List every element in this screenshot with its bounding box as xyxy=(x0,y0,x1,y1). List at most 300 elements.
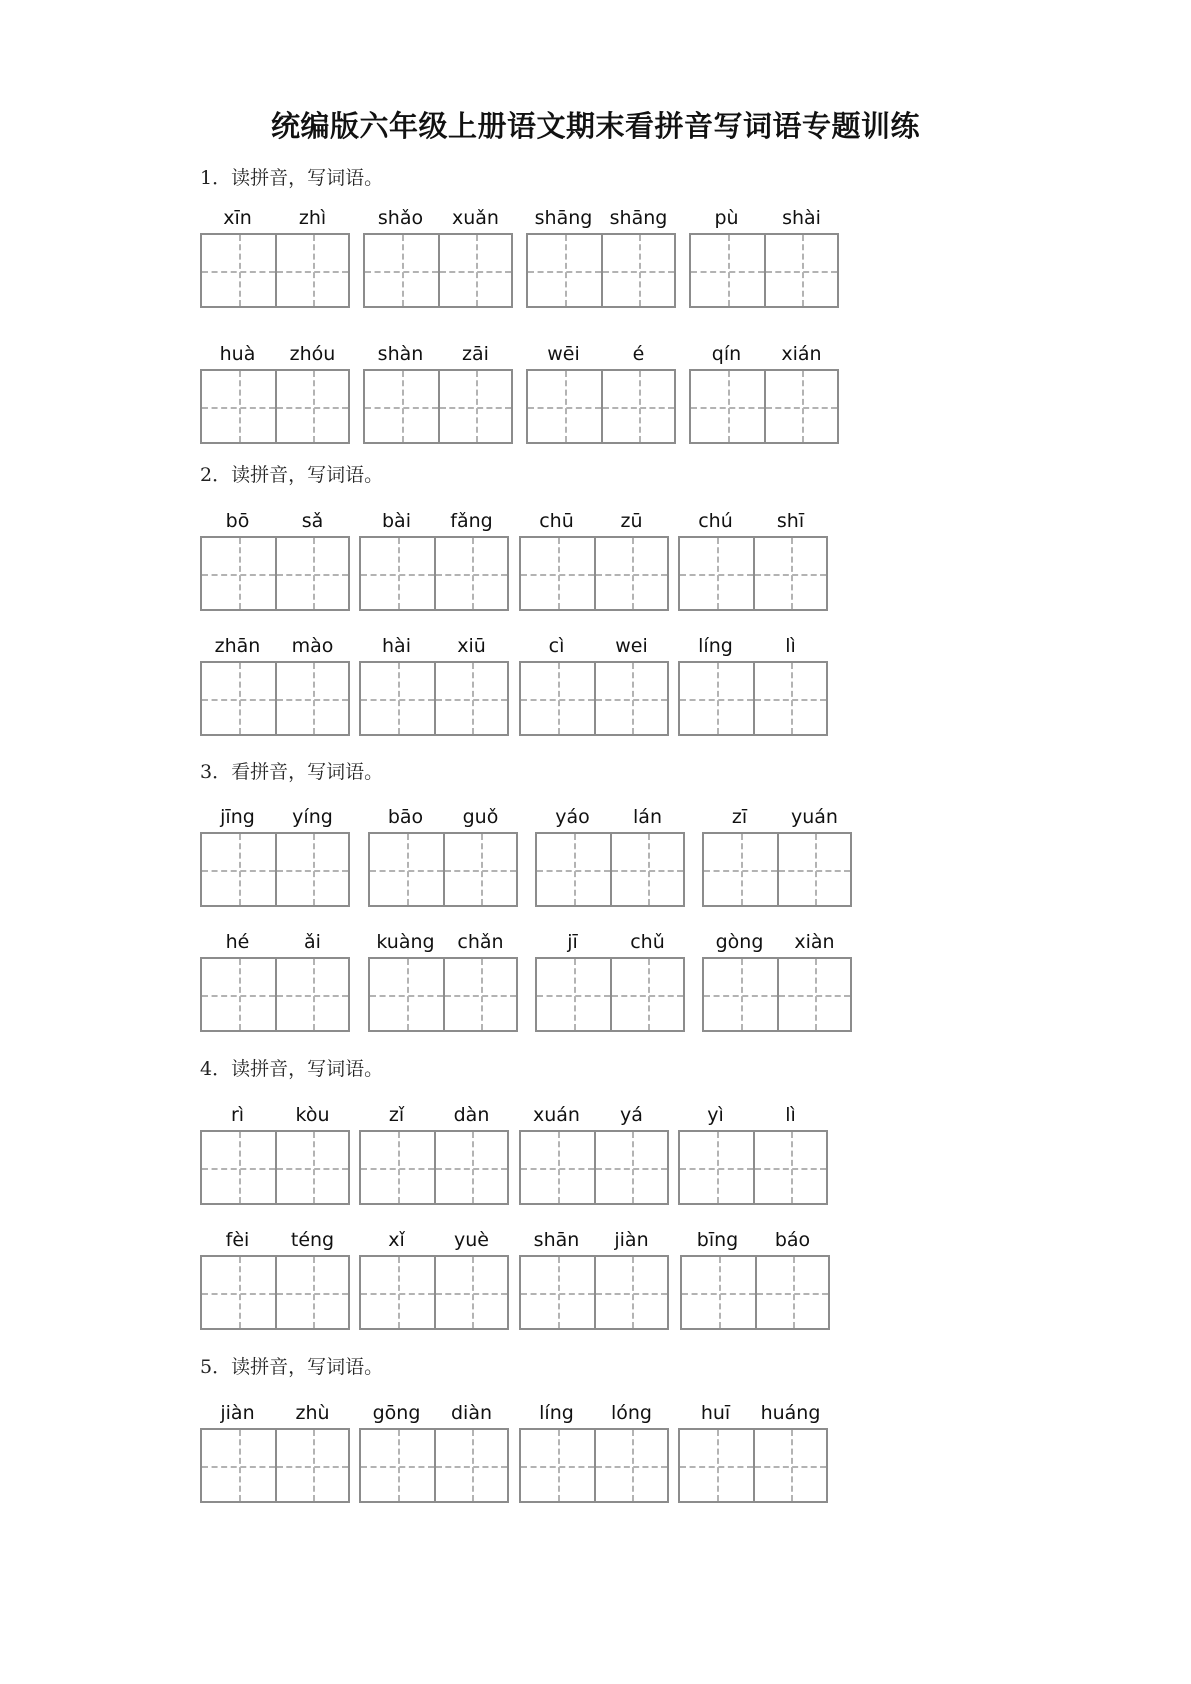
tianzige-box-pair xyxy=(363,233,513,308)
tianzige-box-pair xyxy=(526,369,676,444)
writing-cell[interactable] xyxy=(443,959,516,1030)
pinyin-label: kuàng xyxy=(376,931,435,953)
tianzige-box-pair xyxy=(689,233,839,308)
pinyin-label: bài xyxy=(382,510,411,532)
writing-cell[interactable] xyxy=(275,1257,348,1328)
writing-cell[interactable] xyxy=(753,663,826,734)
dashed-guide-vertical xyxy=(313,1257,315,1328)
writing-cell[interactable] xyxy=(610,959,683,1030)
dashed-guide-vertical xyxy=(791,1430,793,1501)
dashed-guide-vertical xyxy=(313,371,315,442)
pinyin-label: huī xyxy=(700,1402,731,1424)
pinyin-label: chú xyxy=(698,510,733,532)
tianzige-box-pair xyxy=(702,957,852,1032)
pinyin-label: yuán xyxy=(791,806,838,828)
tianzige-box-pair xyxy=(359,1255,509,1330)
writing-cell[interactable] xyxy=(370,959,443,1030)
dashed-guide-vertical xyxy=(239,235,241,306)
word-group xyxy=(359,1104,509,1130)
tianzige-box-pair xyxy=(200,957,350,1032)
word-group xyxy=(519,510,669,536)
dashed-guide-vertical xyxy=(558,538,560,609)
dashed-guide-vertical xyxy=(313,959,315,1030)
tianzige-box-pair xyxy=(200,369,350,444)
writing-cell[interactable] xyxy=(594,538,667,609)
pinyin-label: hài xyxy=(382,635,411,657)
dashed-guide-vertical xyxy=(402,371,404,442)
writing-cell[interactable] xyxy=(691,371,764,442)
writing-cell[interactable] xyxy=(361,538,434,609)
dashed-guide-vertical xyxy=(313,538,315,609)
dashed-guide-vertical xyxy=(558,1430,560,1501)
dashed-guide-vertical xyxy=(398,663,400,734)
word-group xyxy=(680,1229,830,1255)
word-group xyxy=(359,510,509,536)
word-group xyxy=(519,1402,669,1428)
tianzige-box-pair xyxy=(678,661,828,736)
tianzige-box-pair xyxy=(678,1428,828,1503)
word-row xyxy=(0,343,1191,453)
dashed-guide-vertical xyxy=(632,1132,634,1203)
dashed-guide-vertical xyxy=(472,1430,474,1501)
word-group xyxy=(702,806,852,832)
pinyin-label: xiū xyxy=(457,635,486,657)
writing-cell[interactable] xyxy=(202,1430,275,1501)
writing-cell[interactable] xyxy=(528,235,601,306)
tianzige-box-pair xyxy=(519,1130,669,1205)
pinyin-label: sǎ xyxy=(301,510,324,532)
writing-cell[interactable] xyxy=(537,834,610,905)
word-group xyxy=(363,207,513,233)
dashed-guide-vertical xyxy=(791,1132,793,1203)
pinyin-label: shǎo xyxy=(377,207,424,229)
writing-cell[interactable] xyxy=(202,834,275,905)
writing-cell[interactable] xyxy=(202,1257,275,1328)
dashed-guide-vertical xyxy=(313,1430,315,1501)
word-group xyxy=(200,635,350,661)
word-group xyxy=(526,343,676,369)
pinyin-label: kòu xyxy=(295,1104,330,1126)
pinyin-label: zhì xyxy=(298,207,327,229)
dashed-guide-vertical xyxy=(481,959,483,1030)
word-row xyxy=(0,1104,1191,1214)
writing-cell[interactable] xyxy=(521,1257,594,1328)
writing-cell[interactable] xyxy=(777,959,850,1030)
pinyin-label: guǒ xyxy=(462,806,499,828)
pinyin-label: xǐ xyxy=(388,1229,405,1251)
writing-cell[interactable] xyxy=(438,371,511,442)
pinyin-label: xuǎn xyxy=(452,207,499,229)
dashed-guide-vertical xyxy=(648,959,650,1030)
dashed-guide-vertical xyxy=(632,1257,634,1328)
pinyin-label: gōng xyxy=(372,1402,421,1424)
pinyin-label: báo xyxy=(774,1229,811,1251)
pinyin-label: huà xyxy=(219,343,256,365)
tianzige-box-pair xyxy=(702,832,852,907)
word-group xyxy=(368,806,518,832)
word-group xyxy=(200,1229,350,1255)
pinyin-label: lán xyxy=(633,806,662,828)
dashed-guide-vertical xyxy=(648,834,650,905)
tianzige-box-pair xyxy=(519,661,669,736)
writing-cell[interactable] xyxy=(601,235,674,306)
dashed-guide-vertical xyxy=(239,371,241,442)
tianzige-box-pair xyxy=(680,1255,830,1330)
writing-cell[interactable] xyxy=(275,834,348,905)
word-group xyxy=(363,343,513,369)
pinyin-label: zhù xyxy=(295,1402,330,1424)
word-group xyxy=(702,931,852,957)
tianzige-box-pair xyxy=(359,1428,509,1503)
pinyin-label: shāng xyxy=(534,207,593,229)
dashed-guide-vertical xyxy=(802,235,804,306)
dashed-guide-vertical xyxy=(639,235,641,306)
tianzige-box-pair xyxy=(535,832,685,907)
word-group xyxy=(519,635,669,661)
pinyin-label: yá xyxy=(620,1104,643,1126)
dashed-guide-vertical xyxy=(632,538,634,609)
page-title: 统编版六年级上册语文期末看拼音写词语专题训练 xyxy=(270,109,920,143)
word-group xyxy=(200,207,350,233)
writing-cell[interactable] xyxy=(370,834,443,905)
word-group xyxy=(689,207,839,233)
word-row xyxy=(0,207,1191,317)
writing-cell[interactable] xyxy=(434,663,507,734)
dashed-guide-vertical xyxy=(239,959,241,1030)
pinyin-label: líng xyxy=(698,635,733,657)
pinyin-label: yuè xyxy=(454,1229,489,1251)
word-group xyxy=(519,1104,669,1130)
word-group xyxy=(200,510,350,536)
pinyin-label: shāng xyxy=(609,207,668,229)
pinyin-label: jiàn xyxy=(614,1229,649,1251)
dashed-guide-vertical xyxy=(632,1430,634,1501)
pinyin-label: jīng xyxy=(220,806,255,828)
pinyin-label: zāi xyxy=(462,343,489,365)
pinyin-label: zǐ xyxy=(388,1104,405,1126)
pinyin-label: xīn xyxy=(223,207,252,229)
writing-cell[interactable] xyxy=(753,538,826,609)
tianzige-box-pair xyxy=(359,536,509,611)
pinyin-label: shài xyxy=(782,207,821,229)
writing-cell[interactable] xyxy=(704,959,777,1030)
writing-cell[interactable] xyxy=(680,538,753,609)
word-group xyxy=(535,931,685,957)
pinyin-label: huáng xyxy=(760,1402,821,1424)
writing-cell[interactable] xyxy=(275,235,348,306)
dashed-guide-vertical xyxy=(741,959,743,1030)
word-group xyxy=(359,1229,509,1255)
writing-cell[interactable] xyxy=(682,1257,755,1328)
tianzige-box-pair xyxy=(519,1255,669,1330)
writing-cell[interactable] xyxy=(680,1430,753,1501)
pinyin-label: xián xyxy=(781,343,822,365)
dashed-guide-vertical xyxy=(815,959,817,1030)
dashed-guide-vertical xyxy=(472,663,474,734)
tianzige-box-pair xyxy=(526,233,676,308)
tianzige-box-pair xyxy=(200,233,350,308)
word-group xyxy=(678,1104,828,1130)
pinyin-label: líng xyxy=(539,1402,574,1424)
writing-cell[interactable] xyxy=(275,1132,348,1203)
word-group xyxy=(200,1104,350,1130)
writing-cell[interactable] xyxy=(691,235,764,306)
dashed-guide-vertical xyxy=(719,1257,721,1328)
dashed-guide-vertical xyxy=(472,538,474,609)
word-group xyxy=(678,635,828,661)
writing-cell[interactable] xyxy=(764,371,837,442)
pinyin-label: shī xyxy=(776,510,805,532)
question-label: 5．读拼音，写词语。 xyxy=(200,1356,384,1378)
word-row xyxy=(0,931,1191,1041)
pinyin-label: dàn xyxy=(453,1104,490,1126)
writing-cell[interactable] xyxy=(202,1132,275,1203)
dashed-guide-vertical xyxy=(472,1132,474,1203)
word-group xyxy=(200,931,350,957)
writing-cell[interactable] xyxy=(202,663,275,734)
dashed-guide-vertical xyxy=(717,1430,719,1501)
pinyin-label: qín xyxy=(711,343,742,365)
writing-cell[interactable] xyxy=(610,834,683,905)
dashed-guide-vertical xyxy=(481,834,483,905)
question-label: 4．读拼音，写词语。 xyxy=(200,1058,384,1080)
writing-cell[interactable] xyxy=(680,1132,753,1203)
writing-cell[interactable] xyxy=(202,538,275,609)
dashed-guide-vertical xyxy=(717,663,719,734)
pinyin-label: cì xyxy=(548,635,565,657)
pinyin-label: yíng xyxy=(292,806,333,828)
word-row xyxy=(0,1229,1191,1339)
pinyin-label: jiàn xyxy=(220,1402,255,1424)
pinyin-label: hé xyxy=(225,931,250,953)
pinyin-label: yáo xyxy=(555,806,590,828)
dashed-guide-vertical xyxy=(639,371,641,442)
pinyin-label: lì xyxy=(785,1104,796,1126)
pinyin-label: gòng xyxy=(715,931,764,953)
writing-cell[interactable] xyxy=(521,1132,594,1203)
tianzige-box-pair xyxy=(678,1130,828,1205)
dashed-guide-vertical xyxy=(791,538,793,609)
pinyin-label: mào xyxy=(291,635,334,657)
dashed-guide-vertical xyxy=(717,1132,719,1203)
writing-cell[interactable] xyxy=(753,1430,826,1501)
dashed-guide-vertical xyxy=(717,538,719,609)
writing-cell[interactable] xyxy=(680,663,753,734)
writing-cell[interactable] xyxy=(704,834,777,905)
writing-cell[interactable] xyxy=(601,371,674,442)
pinyin-label: fèi xyxy=(225,1229,250,1251)
writing-cell[interactable] xyxy=(365,371,438,442)
pinyin-label: zū xyxy=(620,510,643,532)
dashed-guide-vertical xyxy=(565,235,567,306)
writing-cell[interactable] xyxy=(361,663,434,734)
writing-cell[interactable] xyxy=(521,538,594,609)
writing-cell[interactable] xyxy=(537,959,610,1030)
pinyin-label: lì xyxy=(785,635,796,657)
writing-cell[interactable] xyxy=(275,371,348,442)
dashed-guide-vertical xyxy=(728,235,730,306)
dashed-guide-vertical xyxy=(398,1132,400,1203)
tianzige-box-pair xyxy=(519,1428,669,1503)
dashed-guide-vertical xyxy=(239,834,241,905)
tianzige-box-pair xyxy=(200,1130,350,1205)
writing-cell[interactable] xyxy=(275,538,348,609)
dashed-guide-vertical xyxy=(407,834,409,905)
dashed-guide-vertical xyxy=(728,371,730,442)
writing-cell[interactable] xyxy=(434,1430,507,1501)
dashed-guide-vertical xyxy=(741,834,743,905)
question-label: 1．读拼音，写词语。 xyxy=(200,167,384,189)
writing-cell[interactable] xyxy=(361,1132,434,1203)
word-group xyxy=(200,343,350,369)
pinyin-label: bīng xyxy=(696,1229,739,1251)
dashed-guide-vertical xyxy=(313,235,315,306)
pinyin-label: pù xyxy=(714,207,739,229)
tianzige-box-pair xyxy=(359,1130,509,1205)
tianzige-box-pair xyxy=(535,957,685,1032)
dashed-guide-vertical xyxy=(239,1257,241,1328)
tianzige-box-pair xyxy=(200,536,350,611)
word-row xyxy=(0,510,1191,620)
writing-cell[interactable] xyxy=(275,1430,348,1501)
writing-cell[interactable] xyxy=(365,235,438,306)
dashed-guide-vertical xyxy=(398,538,400,609)
writing-cell[interactable] xyxy=(361,1257,434,1328)
writing-cell[interactable] xyxy=(753,1132,826,1203)
dashed-guide-vertical xyxy=(398,1430,400,1501)
dashed-guide-vertical xyxy=(558,1257,560,1328)
writing-cell[interactable] xyxy=(528,371,601,442)
pinyin-label: shān xyxy=(533,1229,580,1251)
pinyin-label: bō xyxy=(225,510,250,532)
pinyin-label: bāo xyxy=(387,806,424,828)
pinyin-label: shàn xyxy=(377,343,424,365)
dashed-guide-vertical xyxy=(239,1430,241,1501)
pinyin-label: téng xyxy=(290,1229,335,1251)
dashed-guide-vertical xyxy=(239,1132,241,1203)
word-group xyxy=(526,207,676,233)
dashed-guide-vertical xyxy=(313,834,315,905)
dashed-guide-vertical xyxy=(793,1257,795,1328)
writing-cell[interactable] xyxy=(202,959,275,1030)
word-row xyxy=(0,806,1191,916)
dashed-guide-vertical xyxy=(574,834,576,905)
dashed-guide-vertical xyxy=(815,834,817,905)
pinyin-label: xiàn xyxy=(794,931,835,953)
pinyin-label: chǔ xyxy=(630,931,665,953)
writing-cell[interactable] xyxy=(202,235,275,306)
writing-cell[interactable] xyxy=(275,663,348,734)
writing-cell[interactable] xyxy=(594,1132,667,1203)
writing-cell[interactable] xyxy=(755,1257,828,1328)
word-group xyxy=(359,635,509,661)
dashed-guide-vertical xyxy=(313,663,315,734)
dashed-guide-vertical xyxy=(558,663,560,734)
writing-cell[interactable] xyxy=(275,959,348,1030)
pinyin-label: jī xyxy=(567,931,578,953)
dashed-guide-vertical xyxy=(574,959,576,1030)
pinyin-label: chǎn xyxy=(457,931,504,953)
writing-cell[interactable] xyxy=(202,371,275,442)
dashed-guide-vertical xyxy=(565,371,567,442)
dashed-guide-vertical xyxy=(802,371,804,442)
word-group xyxy=(359,1402,509,1428)
writing-cell[interactable] xyxy=(777,834,850,905)
pinyin-label: fǎng xyxy=(450,510,493,532)
word-group xyxy=(519,1229,669,1255)
dashed-guide-vertical xyxy=(398,1257,400,1328)
dashed-guide-vertical xyxy=(472,1257,474,1328)
pinyin-label: xuán xyxy=(533,1104,580,1126)
pinyin-label: é xyxy=(632,343,645,365)
tianzige-box-pair xyxy=(363,369,513,444)
writing-cell[interactable] xyxy=(521,663,594,734)
tianzige-box-pair xyxy=(689,369,839,444)
tianzige-box-pair xyxy=(200,661,350,736)
word-group xyxy=(200,1402,350,1428)
writing-cell[interactable] xyxy=(594,663,667,734)
dashed-guide-vertical xyxy=(558,1132,560,1203)
tianzige-box-pair xyxy=(200,1428,350,1503)
word-row xyxy=(0,635,1191,745)
writing-cell[interactable] xyxy=(521,1430,594,1501)
writing-cell[interactable] xyxy=(434,538,507,609)
question-label: 3．看拼音，写词语。 xyxy=(200,761,384,783)
writing-cell[interactable] xyxy=(764,235,837,306)
pinyin-label: yì xyxy=(707,1104,724,1126)
dashed-guide-vertical xyxy=(407,959,409,1030)
dashed-guide-vertical xyxy=(632,663,634,734)
word-row xyxy=(0,1402,1191,1512)
writing-cell[interactable] xyxy=(361,1430,434,1501)
writing-cell[interactable] xyxy=(438,235,511,306)
dashed-guide-vertical xyxy=(239,538,241,609)
pinyin-label: chū xyxy=(539,510,574,532)
pinyin-label: zhóu xyxy=(289,343,336,365)
writing-cell[interactable] xyxy=(434,1257,507,1328)
pinyin-label: diàn xyxy=(450,1402,493,1424)
pinyin-label: wei xyxy=(615,635,648,657)
dashed-guide-vertical xyxy=(402,235,404,306)
word-group xyxy=(200,806,350,832)
tianzige-box-pair xyxy=(368,832,518,907)
dashed-guide-vertical xyxy=(476,235,478,306)
dashed-guide-vertical xyxy=(476,371,478,442)
tianzige-box-pair xyxy=(368,957,518,1032)
pinyin-label: ǎi xyxy=(304,931,321,953)
word-group xyxy=(678,1402,828,1428)
dashed-guide-vertical xyxy=(313,1132,315,1203)
tianzige-box-pair xyxy=(678,536,828,611)
tianzige-box-pair xyxy=(519,536,669,611)
tianzige-box-pair xyxy=(359,661,509,736)
tianzige-box-pair xyxy=(200,1255,350,1330)
pinyin-label: zī xyxy=(731,806,748,828)
pinyin-label: lóng xyxy=(610,1402,652,1424)
writing-cell[interactable] xyxy=(594,1430,667,1501)
dashed-guide-vertical xyxy=(791,663,793,734)
pinyin-label: wēi xyxy=(547,343,580,365)
writing-cell[interactable] xyxy=(434,1132,507,1203)
pinyin-label: rì xyxy=(230,1104,245,1126)
tianzige-box-pair xyxy=(200,832,350,907)
writing-cell[interactable] xyxy=(594,1257,667,1328)
writing-cell[interactable] xyxy=(443,834,516,905)
word-group xyxy=(689,343,839,369)
word-group xyxy=(535,806,685,832)
question-label: 2．读拼音，写词语。 xyxy=(200,464,384,486)
word-group xyxy=(678,510,828,536)
